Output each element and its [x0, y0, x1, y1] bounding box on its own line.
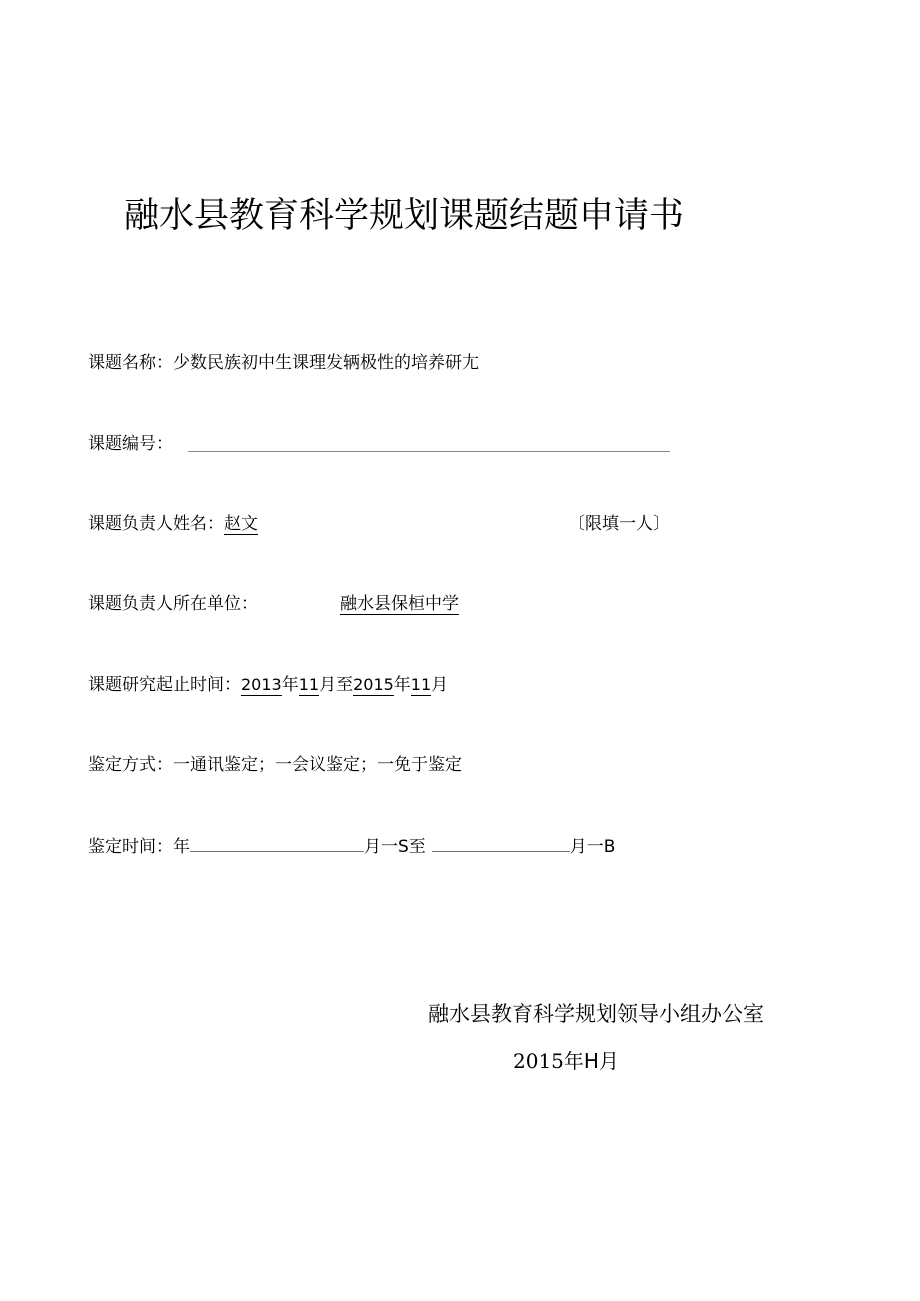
method-label: 鉴定方式：	[88, 755, 173, 775]
row-research-period	[88, 673, 448, 697]
period-end-year: 2015	[353, 675, 394, 694]
leader-name-label: 课题负责人姓名：	[88, 514, 224, 534]
topic-number-label: 课题编号：	[88, 434, 173, 454]
row-leader-name	[88, 512, 258, 536]
row-appraisal-method	[88, 753, 462, 777]
period-end-month: 11	[410, 675, 432, 694]
period-to: 至	[336, 675, 354, 695]
appraisal-year-char: 年	[173, 837, 190, 857]
period-month-char-2: 月	[431, 675, 449, 695]
appraisal-time-label: 鉴定时间：	[88, 837, 173, 857]
row-leader-unit	[88, 592, 258, 616]
period-label: 课题研究起止时间：	[88, 675, 241, 695]
row-topic-number	[88, 432, 173, 456]
appraisal-end: 月一B	[569, 837, 616, 857]
issuing-office: 融水县教育科学规划领导小组办公室	[428, 1002, 764, 1026]
period-month-char-1: 月	[319, 675, 337, 695]
row-topic-name	[88, 351, 479, 375]
row-appraisal-time	[88, 833, 615, 857]
leader-limit-note: 〔限填一人〕	[568, 514, 670, 534]
appraisal-mid: 月一S至	[364, 837, 426, 857]
leader-name-value: 赵文	[224, 514, 258, 534]
period-year-char-2: 年	[393, 675, 411, 695]
period-year-char-1: 年	[281, 675, 299, 695]
leader-unit-label: 课题负责人所在单位：	[88, 594, 258, 614]
topic-name-value: 少数民族初中生课理发辆极性的培养研尢	[173, 353, 479, 373]
period-start-year: 2013	[241, 675, 282, 694]
issue-date-year: 2015	[513, 1049, 564, 1073]
topic-name-label: 课题名称：	[88, 353, 173, 373]
appraisal-end-blank[interactable]	[432, 833, 570, 852]
leader-unit-value-wrap	[340, 592, 459, 616]
issue-date	[513, 1045, 619, 1074]
topic-number-field[interactable]	[188, 451, 670, 452]
document-title: 融水县教育科学规划课题结题申请书	[124, 196, 685, 236]
method-options: 一通讯鉴定；一会议鉴定；一免于鉴定	[173, 755, 462, 775]
period-start-month: 11	[298, 675, 320, 694]
issue-date-rest: 年H月	[563, 1049, 619, 1073]
appraisal-start-blank[interactable]	[190, 833, 364, 852]
leader-unit-value: 融水县保桓中学	[340, 594, 459, 614]
